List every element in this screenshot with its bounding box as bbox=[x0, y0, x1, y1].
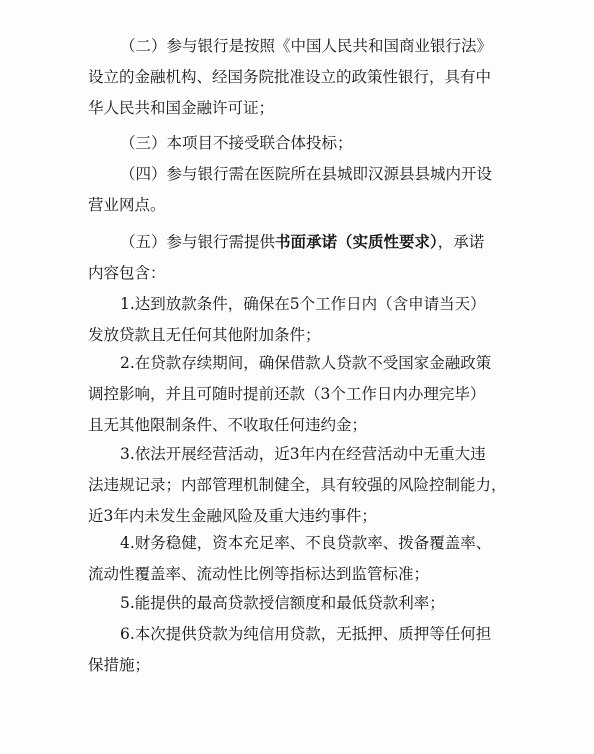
text-line: 5.能提供的最高贷款授信额度和最低贷款利率； bbox=[120, 594, 445, 612]
text-line: 4.财务稳健，资本充足率、不良贷款率、拨备覆盖率、 bbox=[120, 534, 492, 552]
paragraph-5 bbox=[0, 227, 594, 289]
paragraph-4 bbox=[0, 159, 594, 221]
text-line: （三）本项目不接受联合体投标； bbox=[120, 134, 353, 152]
text-line: 1.达到放款条件，确保在5个工作日内（含申请当天） bbox=[120, 295, 486, 313]
text-line: 法违规记录；内部管理机制健全，具有较强的风险控制能力， bbox=[88, 476, 507, 494]
text-line: 保措施； bbox=[88, 656, 151, 674]
text-line: 设立的金融机构、经国务院批准设立的政策性银行，具有中 bbox=[88, 68, 492, 86]
text-line: 3.依法开展经营活动，近3年内在经营活动中无重大违 bbox=[120, 445, 486, 463]
text-line: 调控影响，并且可随时提前还款（3个工作日内办理完毕） bbox=[88, 385, 486, 403]
list-item-1 bbox=[0, 289, 594, 351]
list-item-2 bbox=[0, 348, 594, 441]
bold-requirement: 书面承诺（实质性要求） bbox=[275, 233, 438, 251]
list-item-5 bbox=[0, 588, 594, 619]
list-item-3 bbox=[0, 439, 594, 532]
list-item-4 bbox=[0, 528, 594, 590]
text-line: 华人民共和国金融许可证； bbox=[88, 99, 275, 117]
text-line: （四）参与银行需在医院所在县城即汉源县县城内开设 bbox=[120, 165, 493, 183]
paragraph-3 bbox=[0, 128, 594, 159]
text-run: （五）参与银行需提供 bbox=[120, 233, 276, 251]
text-line: 近3年内未发生金融风险及重大违约事件； bbox=[88, 507, 377, 525]
text-line: 营业网点。 bbox=[88, 196, 166, 214]
text-line: 流动性覆盖率、流动性比例等指标达到监管标准； bbox=[88, 565, 430, 583]
paragraph-2 bbox=[0, 31, 594, 124]
text-line: 2.在贷款存续期间，确保借款人贷款不受国家金融政策 bbox=[120, 354, 492, 372]
text-line: 6.本次提供贷款为纯信用贷款，无抵押、质押等任何担 bbox=[120, 625, 492, 643]
text-run: ，承诺 bbox=[437, 233, 485, 251]
text-line bbox=[0, 227, 594, 258]
text-line: 且无其他限制条件、不收取任何违约金； bbox=[88, 416, 368, 434]
text-line: （二）参与银行是按照《中国人民共和国商业银行法》 bbox=[120, 37, 493, 55]
text-line: 发放贷款且无任何其他附加条件； bbox=[88, 326, 321, 344]
text-line: 内容包含： bbox=[88, 264, 166, 282]
list-item-6 bbox=[0, 619, 594, 681]
